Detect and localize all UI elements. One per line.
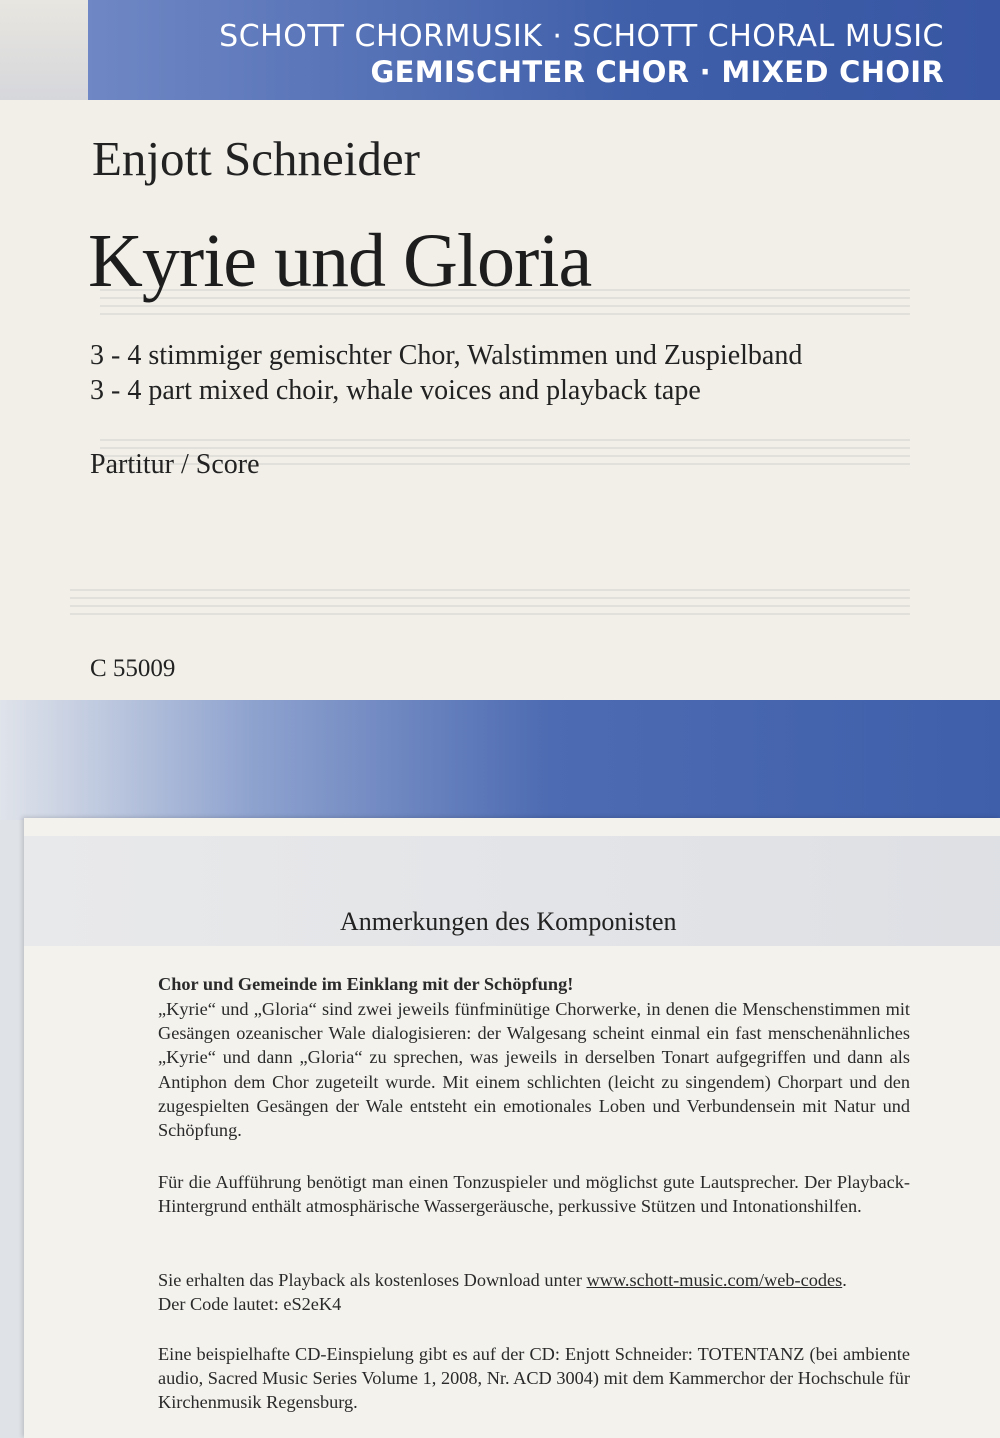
banner-left-margin <box>0 0 88 100</box>
series-title: SCHOTT CHORMUSIK · SCHOTT CHORAL MUSIC <box>219 19 944 54</box>
notes-heading: Anmerkungen des Komponisten <box>340 907 677 936</box>
scoring-german: 3 - 4 stimmiger gemischter Chor, Walstimmen und Zuspielband <box>90 340 803 371</box>
download-text-end: . <box>842 1270 847 1290</box>
web-codes-link[interactable]: www.schott-music.com/web-codes <box>586 1270 843 1290</box>
composer-name: Enjott Schneider <box>92 131 420 186</box>
recording-paragraph: Eine beispielhafte CD-Einspielung gibt es auf der CD: Enjott Schneider: TOTENTANZ (bei ambiente audio, Sacred Music Series Volume 1, 2008, Nr. ACD 3004) mit dem Kammerchor der Hochschule für Kirchenmusik Regensburg. <box>158 1344 910 1413</box>
notes-paragraph: Für die Aufführung benötigt man einen Tonzuspieler und möglichst gute Lautsprecher. Der Playback-Hintergrund enthält atmosphärische Wassergeräusche, perkussive Stützen und Intonationshilfen. <box>158 1172 910 1217</box>
publisher-banner <box>88 0 1000 100</box>
notes-paragraph: „Kyrie“ und „Gloria“ sind zwei jeweils fünfminütige Chorwerke, in denen die Menschenstimmen mit Gesängen ozeanischer Wale dialogisieren: der Walgesang scheint einmal ein fast menschenähnliches „Kyrie“ und dann „Gloria“ zu sprechen, was jeweils in derselben Tonart aufgegriffen und dann als Antiphon dem Chor zugeteilt wurde. Mit einem schlichten (leicht zu singendem) Chorpart und den zugespielten Gesängen der Wale entsteht ein emotionales Loben und Verbundensein mit Natur und Schöpfung. <box>158 999 910 1141</box>
scoring-english: 3 - 4 part mixed choir, whale voices and playback tape <box>90 375 701 406</box>
catalog-number: C 55009 <box>90 655 176 682</box>
work-title: Kyrie und Gloria <box>88 219 592 303</box>
cover-bottom-band <box>0 700 1000 820</box>
download-code: Der Code lautet: eS2eK4 <box>158 1294 342 1315</box>
download-paragraph <box>158 1268 910 1316</box>
download-text: Sie erhalten das Playback als kostenloses Download unter <box>158 1270 587 1290</box>
notes-headline: Chor und Gemeinde im Einklang mit der Schöpfung! <box>158 974 574 994</box>
composer-notes-sheet <box>24 818 1000 1438</box>
edition-type: Partitur / Score <box>90 449 260 480</box>
series-subtitle: GEMISCHTER CHOR · MIXED CHOIR <box>370 55 944 89</box>
